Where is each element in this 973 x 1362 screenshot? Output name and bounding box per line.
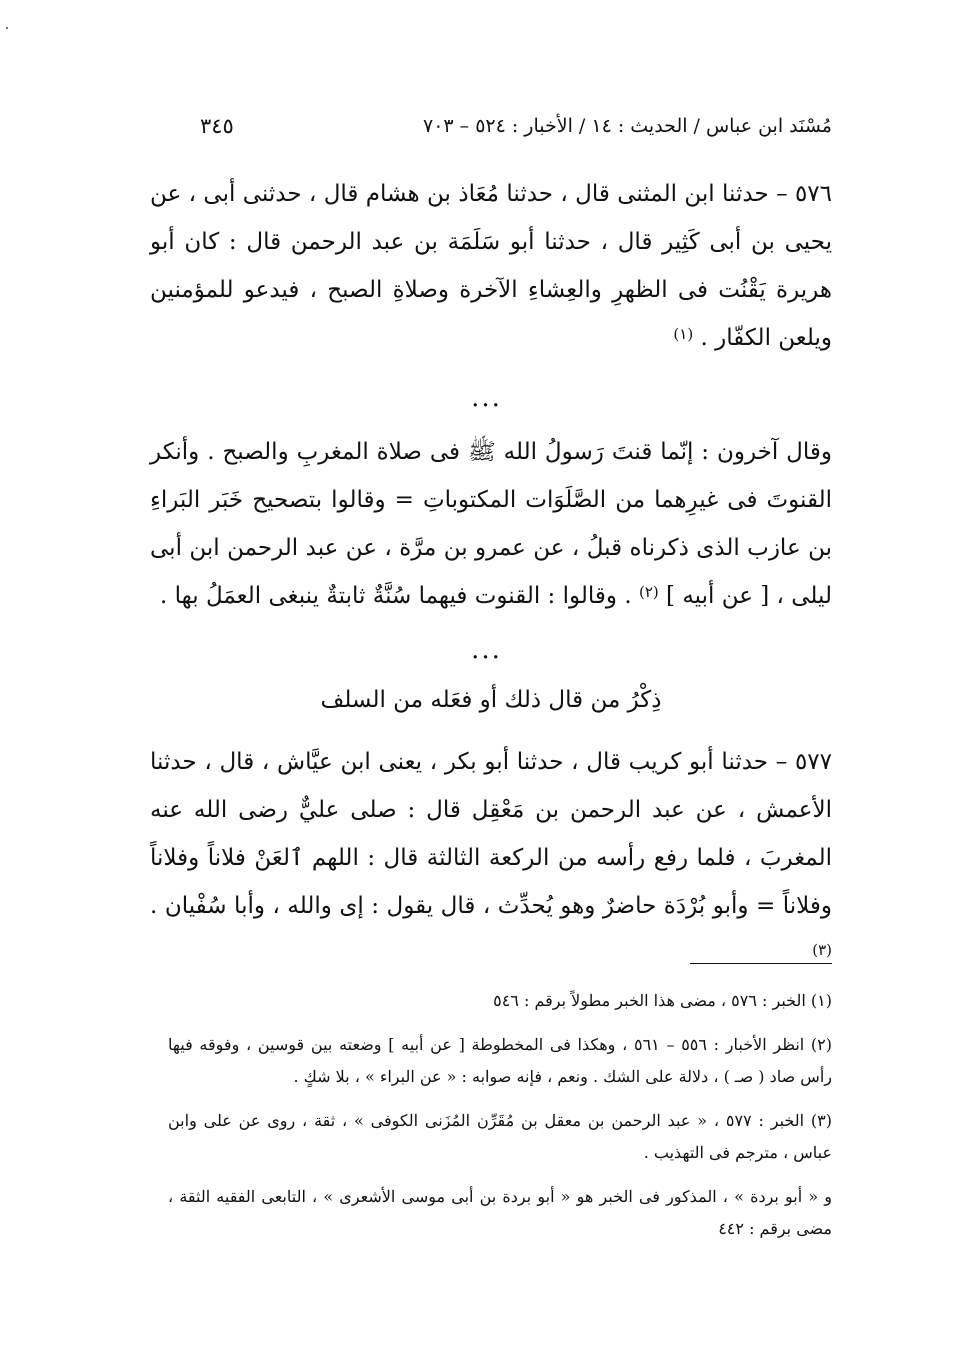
- page-number: ٣٤٥: [200, 114, 234, 138]
- hadith-576: [150, 170, 832, 362]
- footnote-ref-2: (٢): [638, 583, 659, 601]
- footnote-ref-3: (٣): [812, 941, 832, 959]
- section-separator-1: ...: [471, 383, 502, 413]
- qawl-akharun-text-1: وقال آخرون : إنّما قنتَ رَسولُ الله ﷺ فى صلاة المغربِ والصبح . وأنكر القنوتَ فى غيرِهما من الصَّلَوَات المكتوباتِ = وقالوا بتصحيح خَبَر البَراءِ بن عازب الذى ذكرناه قبلُ ، عن عمرو بن مرَّة ، عن عبد الرحمن ابن أبى ليلى ، [ عن أبيه ]: [150, 439, 832, 609]
- qawl-akharun-paragraph: [150, 428, 832, 620]
- section-heading: ذِكْرُ من قال ذلك أو فعَله من السلف: [320, 687, 662, 713]
- footnote-3: (٣) الخبر : ٥٧٧ ، « عبد الرحمن بن معقل بن مُقَرِّن المُزَنى الكوفى » ، ثقة ، روى عن على وابن عباس ، مترجم فى التهذيب .: [168, 1111, 832, 1162]
- footnotes: [168, 985, 832, 1257]
- footnote-1: (١) الخبر : ٥٧٦ ، مضى هذا الخبر مطولاً برقم : ٥٤٦: [493, 991, 832, 1010]
- hadith-576-text: ٥٧٦ – حدثنا ابن المثنى قال ، حدثنا مُعَاذ بن هشام قال ، حدثنى أبى ، عن يحيى بن أبى كَثِير قال ، حدثنا أبو سَلَمَة بن عبد الرحمن قال : كان أبو هريرة يَقْنُت فى الظهرِ والعِشاءِ الآخرة وصلاةِ الصبح ، فيدعو للمؤمنين ويلعن الكفّار .: [150, 181, 832, 351]
- hadith-577: [150, 738, 832, 978]
- section-separator-2: ...: [471, 635, 502, 665]
- running-head: مُسْنَد ابن عباس / الحديث : ١٤ / الأخبار : ٥٢٤ – ٧٠٣: [422, 115, 832, 137]
- footnote-2: (٢) انظر الأخبار : ٥٥٦ – ٥٦١ ، وهكذا فى المخطوطة [ عن أبيه ] وضعته بين قوسين ، وفوقه فيها رأس صاد ( صـ ) ، دلالة على الشك . ونعم ، فإنه صوابه : « عن البراء » ، بلا شكٍ .: [168, 1035, 833, 1086]
- page-header: [200, 108, 832, 144]
- hadith-577-text: ٥٧٧ – حدثنا أبو كريب قال ، حدثنا أبو بكر ، يعنى ابن عيَّاش ، قال ، حدثنا الأعمش ، عن عبد الرحمن بن مَعْقِل قال : صلى عليٌّ رضى الله عنه المغربَ ، فلما رفع رأسه من الركعة الثالثة قال : اللهم ٱلعَنْ فلاناً وفلاناً وفلاناً = وأبو بُرْدَة حاضرٌ وهو يُحدِّث ، قال يقول : إى والله ، وأبا سُفْيان .: [150, 749, 832, 919]
- footnote-ref-1: (١): [673, 325, 694, 343]
- footnote-rule: [690, 963, 832, 964]
- qawl-akharun-text-2: . وقالوا : القنوت فيهما سُنَّةٌ ثابتةٌ ينبغى العمَلُ بها .: [160, 583, 632, 609]
- scan-speck: [6, 27, 8, 29]
- footnote-3-continued: و « أبو بردة » ، المذكور فى الخبر هو « أبو بردة بن أبى موسى الأشعرى » ، التابعى الفقيه الثقة ، مضى برقم : ٤٤٢: [168, 1187, 832, 1238]
